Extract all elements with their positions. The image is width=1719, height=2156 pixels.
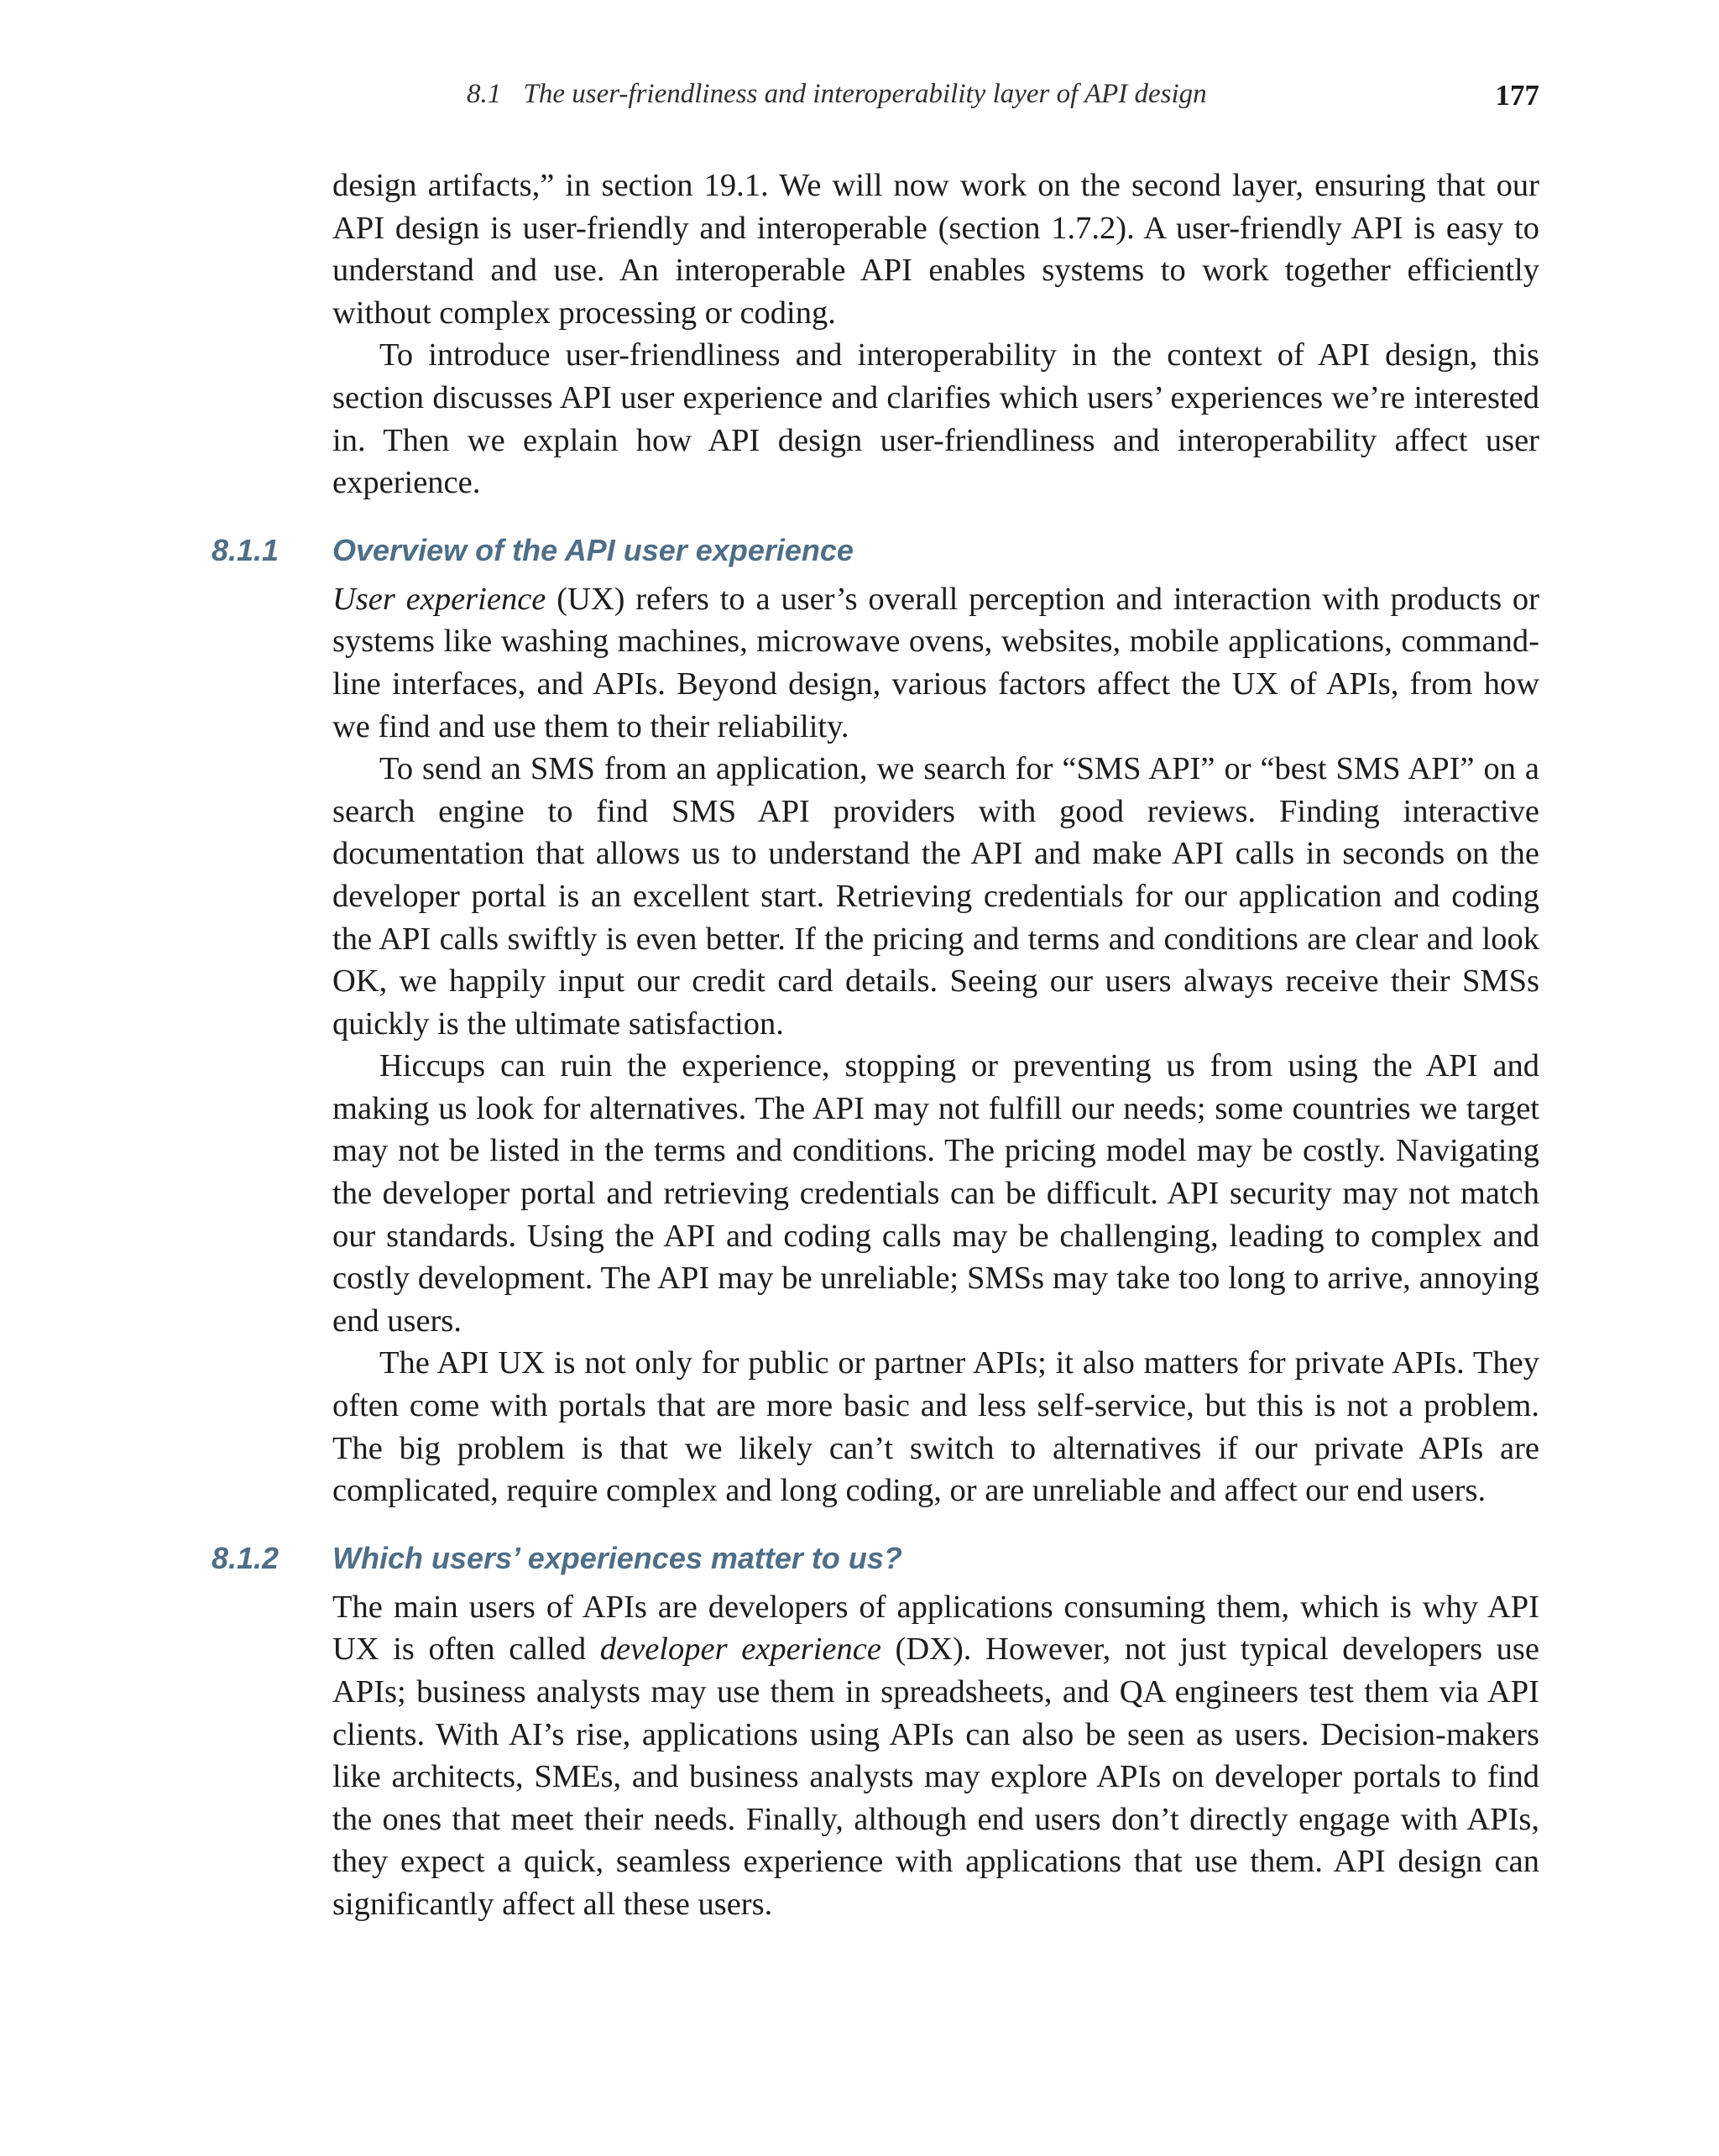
section-heading-8-1-1 xyxy=(212,530,1539,572)
section-title-8-1-2: Which users’ experiences matter to us? xyxy=(332,1540,902,1575)
running-header xyxy=(467,79,1207,110)
ux-paragraph-3: Hiccups can ruin the experience, stopping or preventing us from using the API and making us look for alternatives. The API may not fulfill our needs; some countries we target may not be listed in the terms and conditions. The pricing model may be costly. Navigating the developer portal and retrieving credentials can be difficult. API security may not match our standards. Using the API and coding calls may be challenging, leading to complex and costly development. The API may be unreliable; SMSs may take too long to arrive, annoying end users. xyxy=(332,1048,1539,1339)
section-title-8-1-1: Overview of the API user experience xyxy=(332,532,854,567)
term-user-experience: User experience xyxy=(332,581,546,617)
section-heading-8-1-2 xyxy=(212,1537,1539,1579)
running-header-section-number: 8.1 xyxy=(467,79,502,109)
intro-paragraph-1: design artifacts,” in section 19.1. We will now work on the second layer, ensuring that our API design is user-friendly and interoperable (section 1.7.2). A user-friendly API is easy to understand and use. An interoperable API enables systems to work together efficiently without complex processing or coding. xyxy=(332,168,1539,331)
ux-paragraph-2: To send an SMS from an application, we search for “SMS API” or “best SMS API” on a search engine to find SMS API providers with good reviews. Finding interactive documentation that allows us to understand the API and make API calls in seconds on the developer portal is an excellent start. Retrieving credentials for our application and coding the API calls swiftly is even better. If the pricing and terms and conditions are clear and look OK, we happily input our credit card details. Seeing our users always receive their SMSs quickly is the ultimate satisfaction. xyxy=(332,751,1539,1041)
intro-paragraph-2: To introduce user-friendliness and interoperability in the context of API design, this section discusses API user experience and clarifies which users’ experiences we’re interested in. Then we explain how API design user-friendliness and interoperability affect user experience. xyxy=(332,337,1539,501)
users-paragraph-1 xyxy=(332,1586,1539,1926)
page-number: 177 xyxy=(1495,79,1539,112)
section-number-8-1-2: 8.1.2 xyxy=(212,1540,280,1575)
running-header-title: The user-friendliness and interoperability layer of API design xyxy=(523,79,1207,109)
ux-paragraph-1 xyxy=(332,578,1539,748)
section-number-8-1-1: 8.1.1 xyxy=(212,532,280,567)
ux-paragraph-1-text: (UX) refers to a user’s overall perception and interaction with products or systems like washing machines, microwave ovens, websites, mobile applications, command-line interfaces, and APIs. Beyond design, various factors affect the UX of APIs, from how we find and use them to their reliability. xyxy=(332,581,1539,744)
page-body xyxy=(212,164,1540,1926)
term-developer-experience: developer experience xyxy=(599,1631,881,1668)
users-paragraph-1-text-b: (DX). However, not just typical developers use APIs; business analysts may use them in spreadsheets, and QA engineers test them via API clients. With AI’s rise, applications using APIs can also be seen as users. Decision-makers like architects, SMEs, and business analysts may explore APIs on developer portals to find the ones that meet their needs. Finally, although end users don’t directly engage with APIs, they expect a quick, seamless experience with applications that use them. API design can significantly affect all these users. xyxy=(332,1631,1540,1922)
ux-paragraph-4: The API UX is not only for public or partner APIs; it also matters for private APIs. They often come with portals that are more basic and less self-service, but this is not a problem. The big problem is that we likely can’t switch to alternatives if our private APIs are complicated, require complex and long coding, or are unreliable and affect our end users. xyxy=(332,1345,1539,1509)
users-paragraph-1-text-a: The main users of APIs are developers of applications consuming them, which is why API UX is often called xyxy=(332,1589,1539,1668)
